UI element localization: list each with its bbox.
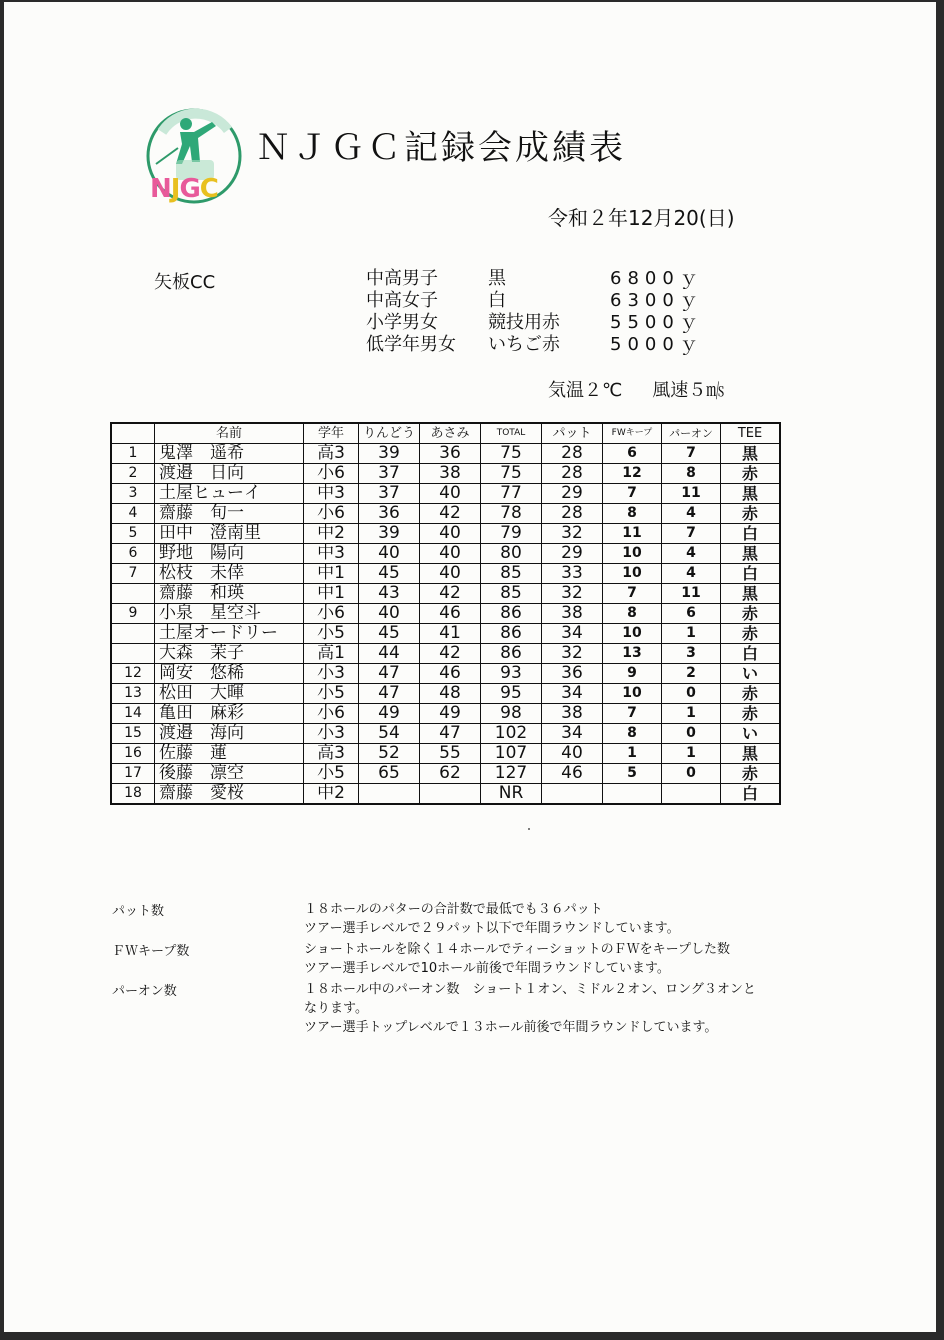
cell-par-on: 4: [662, 544, 721, 564]
cell-putts: 28: [542, 504, 603, 524]
cell-rank: 3: [111, 484, 155, 504]
cell-player-name: 齋藤 愛桜: [155, 784, 304, 805]
cell-in-score: 47: [420, 724, 481, 744]
cell-fw-keep: 8: [603, 604, 662, 624]
venue-name: 矢板CC: [154, 272, 216, 293]
cell-grade: 小5: [304, 684, 359, 704]
cell-total: 78: [481, 504, 542, 524]
cell-par-on: [662, 784, 721, 805]
score-table: [110, 422, 781, 805]
logo-letters: [150, 174, 218, 204]
cell-total: 93: [481, 664, 542, 684]
cell-fw-keep: 7: [603, 584, 662, 604]
cell-par-on: 0: [662, 684, 721, 704]
cell-putts: 32: [542, 584, 603, 604]
cell-out-score: 65: [359, 764, 420, 784]
cell-grade: 中2: [304, 784, 359, 805]
cell-rank: 15: [111, 724, 155, 744]
cell-tee: 黒: [721, 584, 781, 604]
cell-rank: 9: [111, 604, 155, 624]
header-name: 名前: [155, 423, 304, 444]
cell-in-score: [420, 784, 481, 805]
note-fw-keep: [112, 940, 804, 978]
header-total: TOTAL: [481, 423, 542, 444]
cell-player-name: 渡邉 海向: [155, 724, 304, 744]
cell-par-on: 4: [662, 564, 721, 584]
cell-in-score: 42: [420, 584, 481, 604]
table-row: [111, 744, 780, 764]
cell-par-on: 6: [662, 604, 721, 624]
cell-rank: [111, 644, 155, 664]
cell-par-on: 7: [662, 444, 721, 464]
cell-tee: 白: [721, 644, 781, 664]
cell-player-name: 大森 茉子: [155, 644, 304, 664]
tee-yards: 5000ｙ: [610, 334, 704, 355]
cell-tee: 赤: [721, 464, 781, 484]
table-row: [111, 784, 780, 805]
event-date: 令和２年12月20(日): [548, 206, 735, 230]
cell-tee: 赤: [721, 764, 781, 784]
cell-fw-keep: 9: [603, 664, 662, 684]
tee-category: 小学男女: [366, 312, 438, 333]
score-table-body: [111, 444, 780, 805]
cell-fw-keep: 10: [603, 544, 662, 564]
header-tee: TEE: [721, 423, 781, 444]
cell-putts: 40: [542, 744, 603, 764]
cell-out-score: 47: [359, 664, 420, 684]
cell-in-score: 49: [420, 704, 481, 724]
cell-out-score: 49: [359, 704, 420, 724]
table-row: [111, 604, 780, 624]
cell-par-on: 0: [662, 724, 721, 744]
cell-putts: 32: [542, 644, 603, 664]
cell-player-name: 土屋ヒューイ: [155, 484, 304, 504]
cell-player-name: 小泉 星空斗: [155, 604, 304, 624]
header-putts: パット: [542, 423, 603, 444]
cell-grade: 小5: [304, 764, 359, 784]
document-page: [4, 2, 936, 1332]
cell-rank: 18: [111, 784, 155, 805]
cell-tee: 赤: [721, 604, 781, 624]
tee-category: 中高女子: [366, 290, 438, 311]
cell-grade: 中1: [304, 584, 359, 604]
notes-section: [112, 900, 804, 1039]
note-line: １８ホールのパターの合計数で最低でも３６パット: [304, 902, 603, 917]
cell-total: 85: [481, 584, 542, 604]
cell-fw-keep: 10: [603, 684, 662, 704]
table-row: [111, 464, 780, 484]
cell-total: 86: [481, 604, 542, 624]
cell-out-score: 39: [359, 444, 420, 464]
table-row: [111, 704, 780, 724]
cell-putts: 46: [542, 764, 603, 784]
cell-out-score: 39: [359, 524, 420, 544]
page-title: ＮＪＧＣ記録会成績表: [256, 128, 626, 168]
header-in: あさみ: [420, 423, 481, 444]
cell-total: 85: [481, 564, 542, 584]
cell-putts: 29: [542, 544, 603, 564]
cell-rank: 17: [111, 764, 155, 784]
cell-grade: 小6: [304, 604, 359, 624]
cell-rank: 13: [111, 684, 155, 704]
tee-color: 競技用赤: [488, 312, 560, 333]
cell-total: 80: [481, 544, 542, 564]
tee-yards: 6800ｙ: [610, 268, 704, 289]
cell-in-score: 40: [420, 544, 481, 564]
table-row: [111, 504, 780, 524]
cell-out-score: 43: [359, 584, 420, 604]
cell-par-on: 1: [662, 624, 721, 644]
cell-player-name: 齋藤 和瑛: [155, 584, 304, 604]
cell-grade: 高3: [304, 744, 359, 764]
cell-in-score: 46: [420, 604, 481, 624]
table-row: [111, 644, 780, 664]
logo-letter-g: G: [179, 174, 200, 204]
tee-row: [366, 334, 704, 356]
cell-rank: 4: [111, 504, 155, 524]
cell-out-score: 40: [359, 544, 420, 564]
note-label: ＦＷキープ数: [112, 944, 190, 959]
note-label: パット数: [112, 904, 165, 919]
header-out: りんどう: [359, 423, 420, 444]
cell-rank: 6: [111, 544, 155, 564]
cell-rank: 7: [111, 564, 155, 584]
cell-putts: 36: [542, 664, 603, 684]
cell-tee: い: [721, 664, 781, 684]
table-row: [111, 524, 780, 544]
cell-fw-keep: 1: [603, 744, 662, 764]
cell-fw-keep: 6: [603, 444, 662, 464]
cell-rank: 14: [111, 704, 155, 724]
cell-player-name: 鬼澤 遥希: [155, 444, 304, 464]
cell-total: 102: [481, 724, 542, 744]
cell-in-score: 55: [420, 744, 481, 764]
cell-par-on: 11: [662, 584, 721, 604]
table-row: [111, 624, 780, 644]
note-par-on: [112, 980, 804, 1037]
cell-fw-keep: 11: [603, 524, 662, 544]
table-row: [111, 724, 780, 744]
cell-player-name: 齋藤 旬一: [155, 504, 304, 524]
cell-grade: 小3: [304, 664, 359, 684]
cell-tee: 黒: [721, 484, 781, 504]
cell-in-score: 40: [420, 484, 481, 504]
cell-par-on: 4: [662, 504, 721, 524]
cell-player-name: 土屋オードリー: [155, 624, 304, 644]
cell-out-score: 52: [359, 744, 420, 764]
cell-putts: 32: [542, 524, 603, 544]
tee-yards: 5500ｙ: [610, 312, 704, 333]
cell-fw-keep: 7: [603, 704, 662, 724]
cell-out-score: 36: [359, 504, 420, 524]
tee-category: 低学年男女: [366, 334, 456, 355]
logo-letter-j: J: [170, 174, 180, 204]
cell-out-score: [359, 784, 420, 805]
cell-putts: [542, 784, 603, 805]
cell-out-score: 45: [359, 564, 420, 584]
wind-speed: 風速５㎧: [652, 380, 725, 401]
cell-grade: 中1: [304, 564, 359, 584]
cell-fw-keep: [603, 784, 662, 805]
cell-out-score: 45: [359, 624, 420, 644]
cell-out-score: 47: [359, 684, 420, 704]
cell-player-name: 松田 大暉: [155, 684, 304, 704]
tee-row: [366, 312, 704, 334]
cell-rank: 5: [111, 524, 155, 544]
temperature: 気温２℃: [548, 380, 623, 401]
tee-color: 白: [488, 290, 506, 311]
tee-row: [366, 268, 704, 290]
cell-tee: 白: [721, 564, 781, 584]
cell-tee: い: [721, 724, 781, 744]
cell-par-on: 8: [662, 464, 721, 484]
cell-in-score: 42: [420, 504, 481, 524]
cell-grade: 中3: [304, 544, 359, 564]
cell-fw-keep: 12: [603, 464, 662, 484]
cell-tee: 黒: [721, 444, 781, 464]
cell-player-name: 野地 陽向: [155, 544, 304, 564]
cell-player-name: 後藤 凛空: [155, 764, 304, 784]
note-line: ツアー選手レベルで２９パット以下で年間ラウンドしています。: [304, 921, 680, 936]
cell-grade: 小5: [304, 624, 359, 644]
cell-total: 86: [481, 624, 542, 644]
cell-par-on: 3: [662, 644, 721, 664]
cell-grade: 小6: [304, 504, 359, 524]
cell-tee: 赤: [721, 504, 781, 524]
tee-category: 中高男子: [366, 268, 438, 289]
cell-putts: 28: [542, 464, 603, 484]
cell-par-on: 7: [662, 524, 721, 544]
cell-par-on: 1: [662, 744, 721, 764]
cell-grade: 高3: [304, 444, 359, 464]
cell-out-score: 37: [359, 464, 420, 484]
logo-letter-n: N: [150, 174, 171, 204]
table-row: [111, 584, 780, 604]
cell-player-name: 渡邉 日向: [155, 464, 304, 484]
cell-fw-keep: 10: [603, 624, 662, 644]
cell-in-score: 41: [420, 624, 481, 644]
table-row: [111, 444, 780, 464]
note-label: パーオン数: [112, 984, 177, 999]
cell-tee: 白: [721, 784, 781, 805]
note-body: [304, 900, 804, 938]
cell-putts: 34: [542, 724, 603, 744]
cell-fw-keep: 8: [603, 724, 662, 744]
cell-total: NR: [481, 784, 542, 805]
cell-grade: 高1: [304, 644, 359, 664]
cell-in-score: 36: [420, 444, 481, 464]
cell-total: 75: [481, 444, 542, 464]
cell-total: 77: [481, 484, 542, 504]
note-line: なります。: [304, 1001, 368, 1016]
cell-fw-keep: 10: [603, 564, 662, 584]
cell-fw-keep: 13: [603, 644, 662, 664]
cell-putts: 34: [542, 684, 603, 704]
header-grade: 学年: [304, 423, 359, 444]
cell-par-on: 0: [662, 764, 721, 784]
cell-in-score: 46: [420, 664, 481, 684]
cell-player-name: 亀田 麻彩: [155, 704, 304, 724]
table-row: [111, 764, 780, 784]
cell-grade: 中3: [304, 484, 359, 504]
cell-total: 98: [481, 704, 542, 724]
cell-tee: 黒: [721, 744, 781, 764]
logo-letter-c: C: [199, 174, 218, 204]
tee-yards: 6300ｙ: [610, 290, 704, 311]
cell-putts: 38: [542, 604, 603, 624]
cell-rank: 12: [111, 664, 155, 684]
table-row: [111, 484, 780, 504]
tee-info: [366, 268, 704, 356]
cell-fw-keep: 7: [603, 484, 662, 504]
cell-in-score: 38: [420, 464, 481, 484]
table-row: [111, 684, 780, 704]
cell-grade: 小3: [304, 724, 359, 744]
cell-grade: 小6: [304, 704, 359, 724]
stray-mark: [528, 828, 530, 830]
cell-total: 95: [481, 684, 542, 704]
header-rank: [111, 423, 155, 444]
cell-putts: 29: [542, 484, 603, 504]
weather-info: [548, 376, 754, 402]
cell-in-score: 42: [420, 644, 481, 664]
note-putts: [112, 900, 804, 938]
njgc-logo: [142, 102, 246, 214]
cell-tee: 赤: [721, 704, 781, 724]
cell-grade: 小6: [304, 464, 359, 484]
cell-tee: 赤: [721, 624, 781, 644]
note-line: ツアー選手トップレベルで１３ホール前後で年間ラウンドしています。: [304, 1020, 718, 1035]
cell-putts: 33: [542, 564, 603, 584]
table-header-row: [111, 423, 780, 444]
cell-total: 79: [481, 524, 542, 544]
cell-putts: 28: [542, 444, 603, 464]
table-row: [111, 544, 780, 564]
header-fw-keep: FWキープ: [603, 423, 662, 444]
cell-total: 107: [481, 744, 542, 764]
note-line: ショートホールを除く１４ホールでティーショットのＦＷをキープした数: [304, 942, 731, 957]
cell-putts: 38: [542, 704, 603, 724]
table-row: [111, 564, 780, 584]
cell-rank: [111, 624, 155, 644]
cell-grade: 中2: [304, 524, 359, 544]
cell-tee: 赤: [721, 684, 781, 704]
cell-rank: [111, 584, 155, 604]
cell-fw-keep: 5: [603, 764, 662, 784]
cell-in-score: 40: [420, 524, 481, 544]
cell-total: 86: [481, 644, 542, 664]
tee-color: いちご赤: [488, 334, 560, 355]
cell-player-name: 佐藤 蓮: [155, 744, 304, 764]
cell-out-score: 37: [359, 484, 420, 504]
cell-out-score: 44: [359, 644, 420, 664]
note-body: [304, 980, 804, 1037]
cell-tee: 白: [721, 524, 781, 544]
table-row: [111, 664, 780, 684]
cell-total: 127: [481, 764, 542, 784]
cell-tee: 黒: [721, 544, 781, 564]
tee-row: [366, 290, 704, 312]
cell-fw-keep: 8: [603, 504, 662, 524]
cell-in-score: 48: [420, 684, 481, 704]
cell-in-score: 62: [420, 764, 481, 784]
cell-rank: 16: [111, 744, 155, 764]
cell-out-score: 40: [359, 604, 420, 624]
tee-color: 黒: [488, 268, 506, 289]
cell-par-on: 1: [662, 704, 721, 724]
cell-putts: 34: [542, 624, 603, 644]
cell-out-score: 54: [359, 724, 420, 744]
note-line: ツアー選手レベルで10ホール前後で年間ラウンドしています。: [304, 961, 670, 976]
cell-player-name: 松枝 未倖: [155, 564, 304, 584]
cell-total: 75: [481, 464, 542, 484]
cell-in-score: 40: [420, 564, 481, 584]
note-body: [304, 940, 804, 978]
cell-par-on: 11: [662, 484, 721, 504]
cell-rank: 2: [111, 464, 155, 484]
cell-player-name: 田中 澄南里: [155, 524, 304, 544]
cell-player-name: 岡安 悠稀: [155, 664, 304, 684]
cell-rank: 1: [111, 444, 155, 464]
cell-par-on: 2: [662, 664, 721, 684]
note-line: １８ホール中のパーオン数 ショート１オン、ミドル２オン、ロング３オンと: [304, 982, 756, 997]
header-par-on: パーオン: [662, 423, 721, 444]
